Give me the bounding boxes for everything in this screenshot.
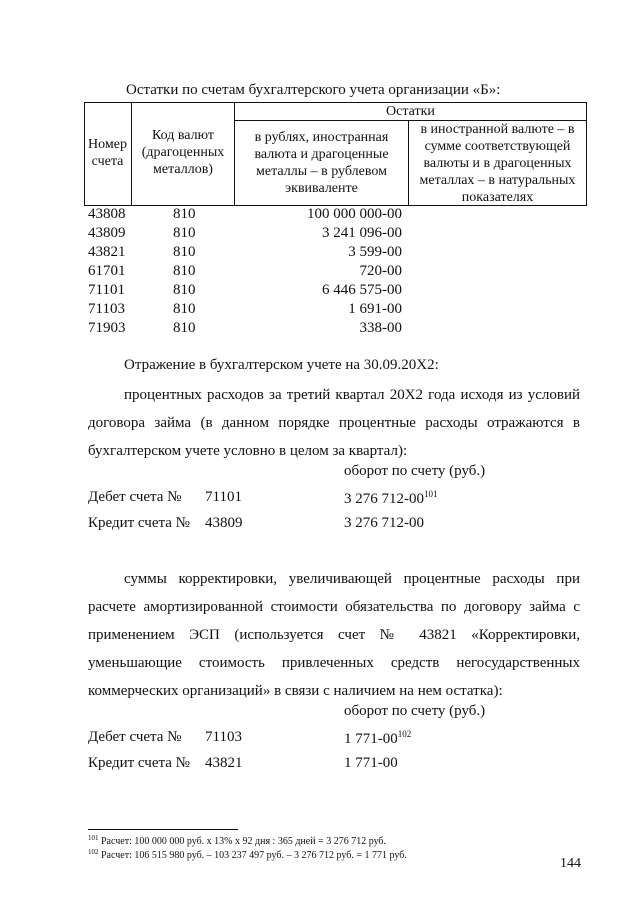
debit-label: Дебет счета № [88,729,182,745]
header-foreign-currency: в иностранной валюте – в сумме соответствующей валюты и в драгоценных металлах – в натуральных показателях [419,122,576,205]
section-title: Отражение в бухгалтерском учете на 30.09.20Х2: [124,357,439,373]
table-row: 71903 810 338-00 [88,320,402,336]
balances-table-header [84,102,587,206]
debit-amount: 1 $771-00^{102}$ [344,729,412,747]
header-currency-code: Код валют (драгоценных металлов) [141,128,225,177]
footnote: $^{102}$ Расчет: 106 515 980 руб. – 103 237 497 руб. – 3 276 712 руб. = 1 771 руб. [88,848,407,861]
credit-label: Кредит счета № [88,515,190,531]
header-rub-equivalent: в рублях, иностранная валюта и драгоценные металлы – в рублевом эквиваленте [254,130,389,196]
credit-amount: 3 276 712-00 [344,515,424,531]
credit-label: Кредит счета № [88,755,190,771]
turnover-label: оборот по счету (руб.) [344,703,486,719]
debit-account: 71101 [205,489,242,505]
table-row: 43808 810 100 000 000-00 [88,206,402,222]
table-row: 43821 810 3 599-00 [88,244,402,260]
debit-label: Дебет счета № [88,489,182,505]
footnote-ref: 102 [397,729,412,739]
table-row: 61701 810 720-00 [88,263,402,279]
table-caption: Остатки по счетам бухгалтерского учета организации «Б»: [126,82,501,98]
page-number: 144 [560,856,581,871]
debit-account: 71103 [205,729,242,745]
debit-amount: 3 276 $712-00^{101}$ [344,489,438,507]
footnote-divider [88,829,238,830]
header-balances-group: Остатки [386,104,435,119]
table-row: 43809 810 3 241 096-00 [88,225,402,241]
header-account-number: Номер счета [88,137,127,169]
table-row: 71103 810 1 691-00 [88,301,402,317]
credit-account: 43821 [205,755,243,771]
turnover-label: оборот по счету (руб.) [344,463,486,479]
footnote: $^{101}$ Расчет: 100 000 000 руб. х 13% х 92 дня : 365 дней = 3 276 712 руб. [88,834,387,847]
credit-amount: 1 771-00 [344,755,398,771]
credit-account: 43809 [205,515,243,531]
paragraph-interest-expenses: процентных расходов за третий квартал 20Х2 года исходя из условий договора займа (в данном порядке процентные расходы отражаются в бухгалтерском учете условно в целом за квартал): [88,387,580,459]
table-row: 71101 810 6 446 575-00 [88,282,402,298]
footnote-ref: 101 [424,489,438,499]
paragraph-correction: суммы корректировки, увеличивающей процентные расходы при расчете амортизированной стоимости обязательства по договору займа с применением ЭСП (используется счет № 43821 «Корректировки, уменьшающие стоимость привлеченных средств негосударственных коммерческих организаций» в связи с наличием на нем остатка): [88,571,580,699]
